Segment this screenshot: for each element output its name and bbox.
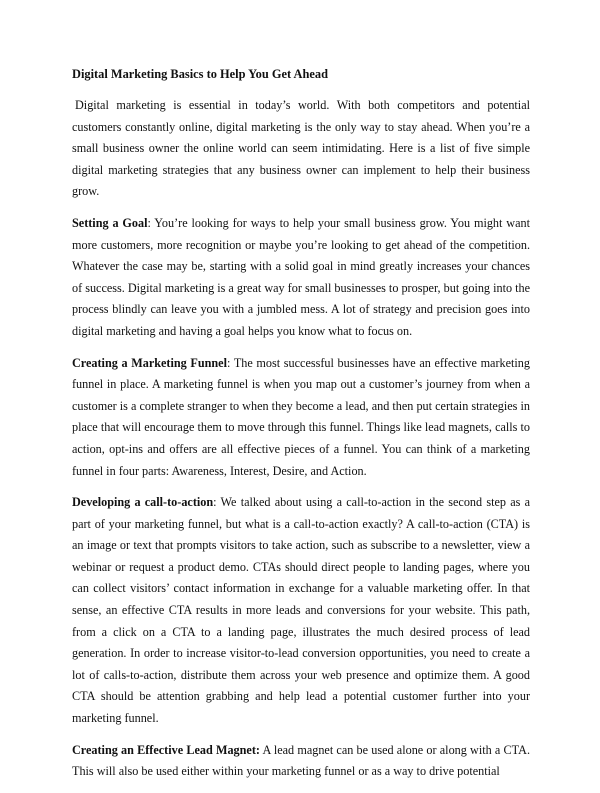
document-title: Digital Marketing Basics to Help You Get Ahead <box>72 67 328 81</box>
intro-text: Digital marketing is essential in today’s world. With both competitors and potential customers constantly online, digital marketing is the only way to stay ahead. When you’re a small business owner the online world can seem intimidating. Here is a list of five simple digital marketing strategies that any business owner can implement to help their business grow. <box>72 98 530 199</box>
section-marketing-funnel <box>72 353 530 483</box>
section-call-to-action <box>72 492 530 730</box>
section-body: : We talked about using a call-to-action in the second step as a part of your marketing funnel, but what is a call-to-action exactly? A call-to-action (CTA) is an image or text that prompts visitors to take action, such as subscribe to a newsletter, view a webinar or request a product demo. CTAs should direct people to landing pages, where you can collect visitors’ contact information in exchange for a valuable marketing offer. In that sense, an effective CTA results in more leads and conversions for your website. This path, from a click on a CTA to a landing page, illustrates the much desired process of lead generation. In order to increase visitor-to-lead conversion opportunities, you need to create a lot of calls-to-action, distribute them across your web presence and optimize them. A good CTA should be attention grabbing and help lead a potential customer further into your marketing funnel. <box>72 495 530 726</box>
section-heading: Setting a Goal <box>72 215 148 230</box>
section-setting-a-goal <box>72 213 530 343</box>
document-page <box>72 66 530 793</box>
section-heading: Creating an Effective Lead Magnet: <box>72 742 260 757</box>
section-body: A lead magnet can be used alone or along with a CTA. This will also be used either within your marketing funnel or as a way to drive potential <box>72 742 530 779</box>
section-heading: Creating a Marketing Funnel <box>72 355 227 370</box>
section-body: : The most successful businesses have an effective marketing funnel in place. A marketing funnel is when you map out a customer’s journey from when a customer is a complete stranger to when they become a lead, and then put certain strategies in place that will encourage them to move through this funnel. Things like lead magnets, calls to action, opt-ins and offers are all effective pieces of a funnel. You can think of a marketing funnel in four parts: Awareness, Interest, Desire, and Action. <box>72 355 530 478</box>
section-heading: Developing a call-to-action <box>72 495 214 510</box>
section-body: : You’re looking for ways to help your small business grow. You might want more customers, more recognition or maybe you’re looking to get ahead of the competition. Whatever the case may be, starting with a solid goal in mind greatly increases your chances of success. Digital marketing is a great way for small businesses to prosper, but going into the process blindly can leave you with a jumbled mess. A lot of strategy and precision goes into digital marketing and having a goal helps you know what to focus on. <box>72 215 530 338</box>
intro-paragraph <box>72 95 530 203</box>
section-lead-magnet <box>72 740 530 783</box>
